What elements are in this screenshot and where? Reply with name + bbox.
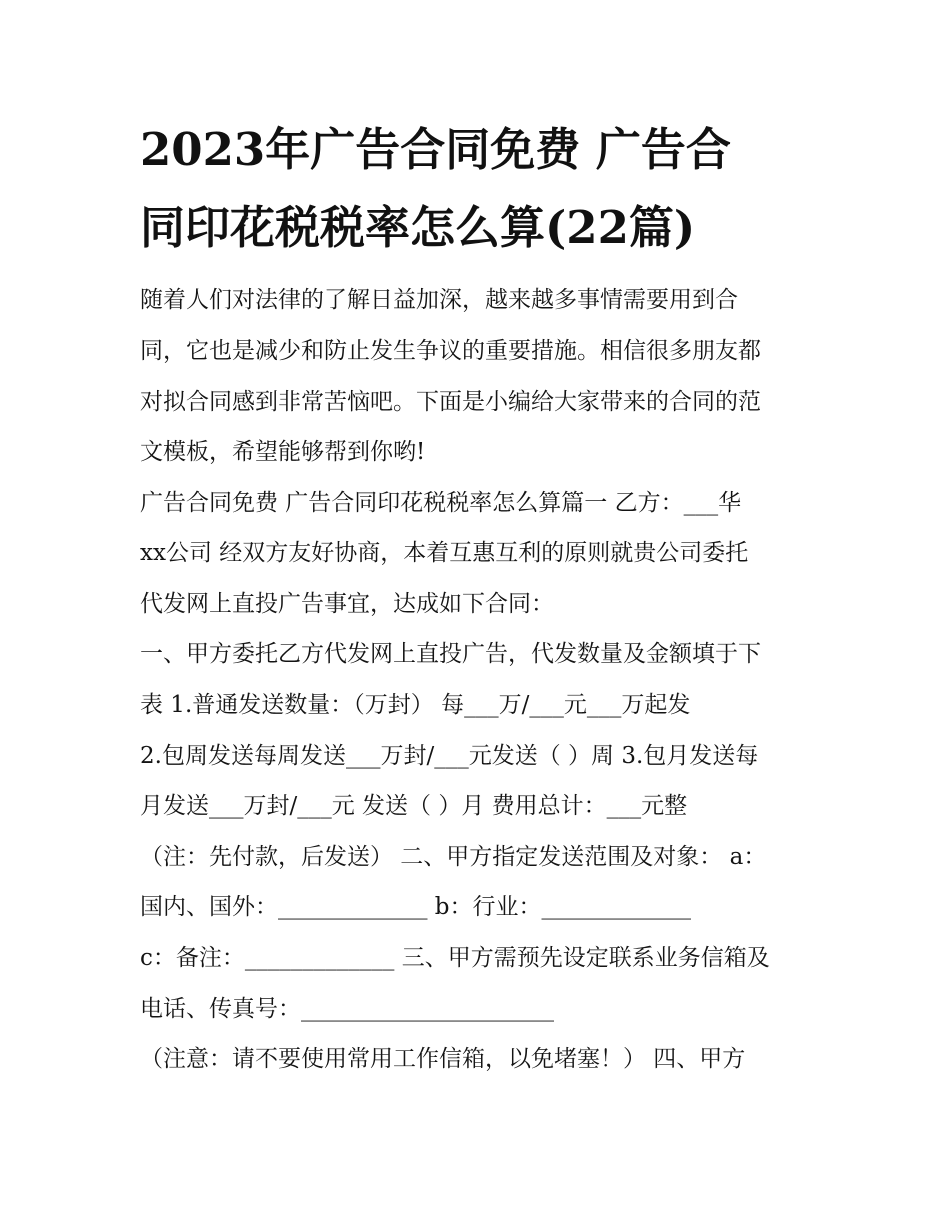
body-line-8: 一、甲方委托乙方代发网上直投广告，代发数量及金额填于下	[140, 641, 761, 667]
body-line-13: 国内、国外：_____________ b：行业：_____________	[140, 894, 692, 920]
body-line-16: （注意：请不要使用常用工作信箱，以免堵塞！） 四、甲方	[140, 1046, 746, 1072]
body-line-11: 月发送___万封/___元 发送（ ）月 费用总计：___元整	[140, 793, 688, 819]
body-line-4: 文模板，希望能够帮到你哟!	[140, 439, 426, 465]
body-line-3: 对拟合同感到非常苦恼吧。下面是小编给大家带来的合同的范	[140, 389, 761, 415]
body-line-9: 表 1.普通发送数量：（万封） 每___万/___元___万起发	[140, 692, 691, 718]
document-title-line-1: 2023年广告合同免费 广告合	[140, 123, 731, 176]
document-title-line-2: 同印花税税率怎么算(22篇)	[140, 201, 696, 254]
body-line-6: xx公司 经双方友好协商，本着互惠互利的原则就贵公司委托	[140, 540, 749, 566]
body-line-2: 同，它也是减少和防止发生争议的重要措施。相信很多朋友都	[140, 338, 761, 364]
body-line-12: （注：先付款，后发送） 二、甲方指定发送范围及对象： a：	[140, 844, 767, 870]
body-line-1: 随着人们对法律的了解日益加深，越来越多事情需要用到合	[140, 287, 738, 313]
body-line-15: 电话、传真号：______________________	[140, 996, 554, 1022]
body-line-14: c：备注：_____________ 三、甲方需预先设定联系业务信箱及	[140, 945, 770, 971]
body-line-10: 2.包周发送每周发送___万封/___元发送（ ）周 3.包月发送每	[140, 743, 759, 769]
body-line-7: 代发网上直投广告事宜，达成如下合同：	[140, 591, 554, 617]
body-line-5: 广告合同免费 广告合同印花税税率怎么算篇一 乙方：___华	[140, 490, 742, 516]
